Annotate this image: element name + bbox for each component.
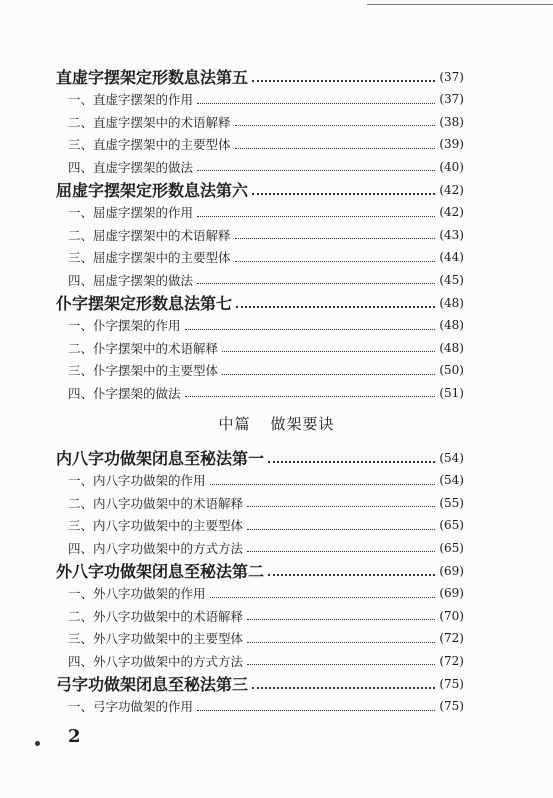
section-title: 四、外八字功做架中的方式方法 (68, 653, 244, 669)
section-title: 二、直虚字摆架中的术语解释 (68, 114, 231, 130)
toc-section-entry (0, 515, 553, 536)
toc-section-entry (0, 156, 553, 177)
toc-section-entry (0, 605, 553, 626)
toc-section-entry (0, 202, 553, 223)
chapter-title: 弓字功做架闭息至秘法第三 (56, 675, 249, 694)
dot-leader (197, 103, 435, 104)
section-title: 一、屈虚字摆架的作用 (68, 205, 194, 221)
page-ref: (54) (439, 450, 464, 465)
dot-leader (268, 461, 435, 463)
page-ref: (48) (439, 318, 464, 333)
section-title: 二、仆字摆架中的术语解释 (68, 340, 219, 356)
part-name: 做架要诀 (270, 415, 335, 433)
toc-section-entry (0, 492, 553, 513)
toc-section-entry (0, 360, 553, 381)
page-number: 2 (68, 726, 81, 747)
section-title: 二、屈虚字摆架中的术语解释 (68, 227, 231, 243)
toc-section-entry (0, 628, 553, 649)
dot-leader (197, 216, 435, 217)
dot-leader (185, 329, 436, 330)
page-ref: (50) (439, 363, 464, 378)
section-title: 四、内八字功做架中的方式方法 (68, 540, 244, 556)
toc-section-entry (0, 583, 553, 604)
chapter-title: 内八字功做架闭息至秘法第一 (56, 449, 265, 468)
dot-leader (247, 506, 435, 507)
page-ref: (39) (439, 137, 464, 152)
page-ref: (51) (439, 385, 464, 400)
section-title: 一、外八字功做架的作用 (68, 586, 206, 602)
toc-section-entry (0, 696, 553, 717)
dot-leader (247, 529, 435, 530)
part-heading (0, 413, 553, 437)
dot-leader (235, 261, 436, 262)
toc-section-entry (0, 224, 553, 245)
section-title: 三、内八字功做架中的主要型体 (68, 518, 244, 534)
toc-section-entry (0, 650, 553, 671)
section-title: 四、屈虚字摆架的做法 (68, 272, 194, 288)
chapter-title: 外八字功做架闭息至秘法第二 (56, 562, 265, 581)
toc-chapter-entry (0, 66, 553, 87)
page-ref: (65) (439, 540, 464, 555)
page-ref: (65) (439, 518, 464, 533)
toc-section-entry (0, 315, 553, 336)
dot-leader (252, 687, 435, 689)
dot-leader (252, 193, 435, 195)
page-ref: (48) (439, 340, 464, 355)
page-ref: (42) (439, 182, 464, 197)
page-ref: (75) (439, 699, 464, 714)
page-ref: (69) (439, 563, 464, 578)
section-title: 四、仆字摆架的做法 (68, 385, 181, 401)
dot-leader (185, 396, 436, 397)
toc-section-entry (0, 470, 553, 491)
ink-spot (35, 741, 40, 746)
dot-leader (252, 80, 435, 82)
toc-chapter-entry (0, 292, 553, 313)
section-title: 一、仆字摆架的作用 (68, 318, 181, 334)
page-ref: (54) (439, 473, 464, 488)
chapter-title: 直虚字摆架定形数息法第五 (56, 68, 249, 87)
section-title: 一、直虚字摆架的作用 (68, 92, 194, 108)
section-title: 一、弓字功做架的作用 (68, 699, 194, 715)
section-title: 三、屈虚字摆架中的主要型体 (68, 250, 231, 266)
dot-leader (210, 484, 436, 485)
dot-leader (235, 125, 436, 126)
page-ref: (38) (439, 114, 464, 129)
scan-edge-line (367, 4, 553, 5)
page-ref: (48) (439, 295, 464, 310)
toc-section-entry (0, 247, 553, 268)
section-title: 三、仆字摆架中的主要型体 (68, 363, 219, 379)
toc-chapter-entry (0, 673, 553, 694)
section-title: 一、内八字功做架的作用 (68, 473, 206, 489)
page-ref: (75) (439, 676, 464, 691)
dot-leader (236, 306, 435, 308)
page-ref: (37) (439, 92, 464, 107)
dot-leader (210, 597, 436, 598)
dot-leader (197, 710, 435, 711)
toc-section-entry (0, 337, 553, 358)
section-title: 三、外八字功做架中的主要型体 (68, 631, 244, 647)
toc-chapter-entry (0, 447, 553, 468)
page-ref: (55) (439, 495, 464, 510)
chapter-title: 仆字摆架定形数息法第七 (56, 294, 233, 313)
page-ref: (40) (439, 159, 464, 174)
page-ref: (44) (439, 250, 464, 265)
page-ref: (37) (439, 69, 464, 84)
toc-section-entry (0, 537, 553, 558)
section-title: 二、内八字功做架中的术语解释 (68, 495, 244, 511)
page-ref: (72) (439, 653, 464, 668)
dot-leader (268, 574, 435, 576)
dot-leader (235, 238, 436, 239)
page-ref: (43) (439, 227, 464, 242)
page-ref: (69) (439, 586, 464, 601)
dot-leader (197, 170, 435, 171)
toc-section-entry (0, 382, 553, 403)
toc-section-entry (0, 134, 553, 155)
chapter-title: 屈虚字摆架定形数息法第六 (56, 181, 249, 200)
dot-leader (247, 664, 435, 665)
dot-leader (247, 619, 435, 620)
page-ref: (42) (439, 205, 464, 220)
dot-leader (247, 642, 435, 643)
page-ref: (72) (439, 631, 464, 646)
dot-leader (197, 283, 435, 284)
toc-section-entry (0, 111, 553, 132)
section-title: 三、直虚字摆架中的主要型体 (68, 137, 231, 153)
dot-leader (222, 351, 435, 352)
dot-leader (222, 374, 435, 375)
page-ref: (70) (439, 608, 464, 623)
part-label: 中篇 (218, 415, 251, 433)
section-title: 四、直虚字摆架的做法 (68, 159, 194, 175)
toc-chapter-entry (0, 179, 553, 200)
page-ref: (45) (439, 272, 464, 287)
dot-leader (235, 148, 436, 149)
toc-section-entry (0, 89, 553, 110)
toc-chapter-entry (0, 560, 553, 581)
dot-leader (247, 551, 435, 552)
section-title: 二、外八字功做架中的术语解释 (68, 608, 244, 624)
toc-section-entry (0, 269, 553, 290)
